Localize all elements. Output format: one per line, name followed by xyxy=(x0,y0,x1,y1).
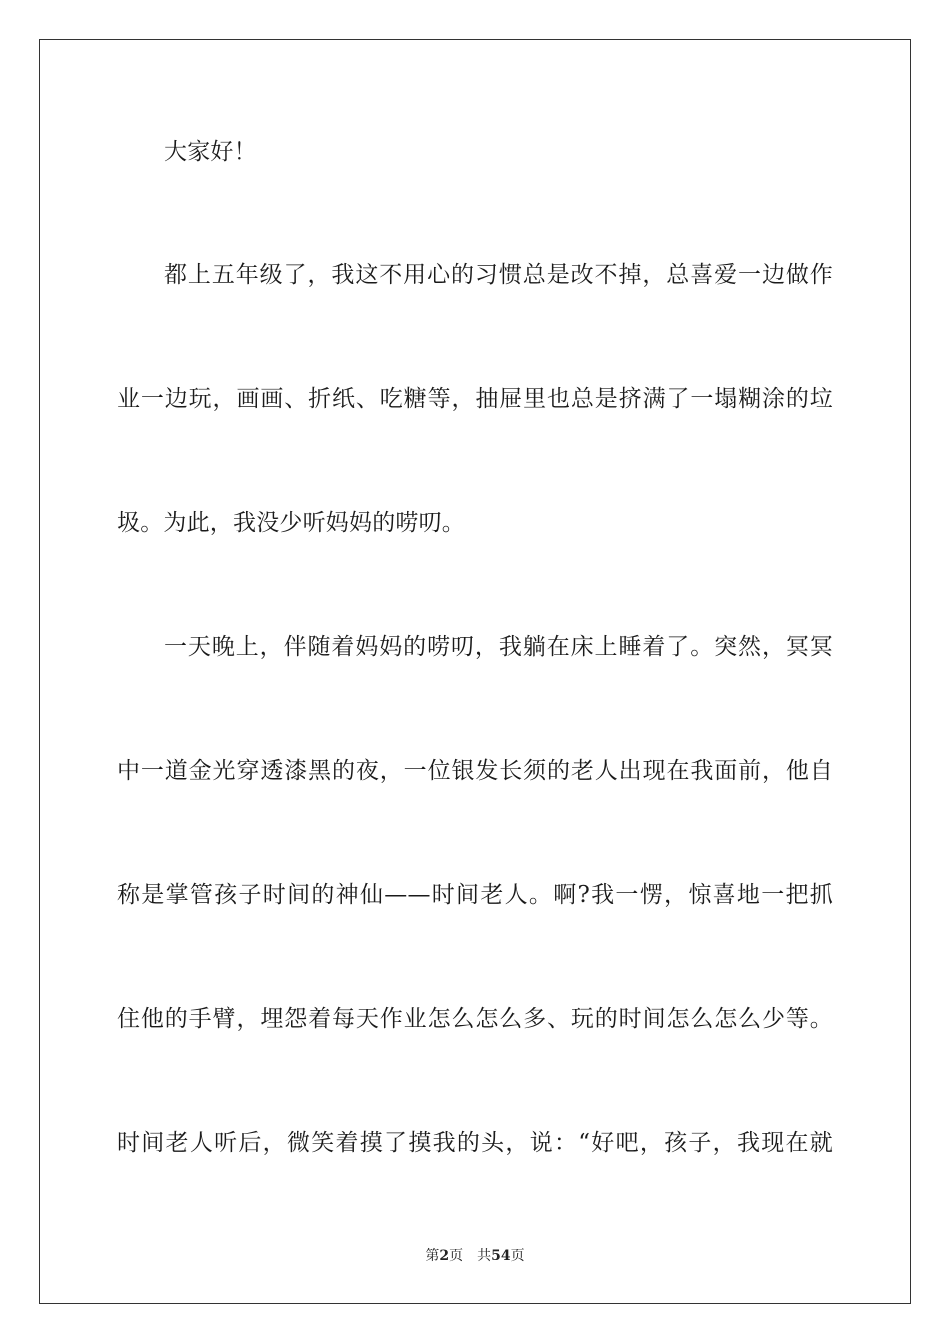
page-prefix: 第 xyxy=(425,1248,440,1264)
total-pages: 54 xyxy=(491,1248,511,1264)
text-line: 都上五年级了，我这不用心的习惯总是改不掉，总喜爱一边做作 xyxy=(164,262,833,288)
text-line: 圾。为此，我没少听妈妈的唠叨。 xyxy=(117,510,465,536)
text-line: 中一道金光穿透漆黑的夜，一位银发长须的老人出现在我面前，他自 xyxy=(117,758,833,784)
text-line: 住他的手臂，埋怨着每天作业怎么怎么多、玩的时间怎么怎么少等。 xyxy=(117,1006,833,1032)
total-suffix: 页 xyxy=(510,1248,525,1264)
text-line: 称是掌管孩子时间的神仙——时间老人。啊?我一愣，惊喜地一把抓 xyxy=(117,882,833,908)
page-suffix: 页 xyxy=(449,1248,464,1264)
text-line: 一天晚上，伴随着妈妈的唠叨，我躺在床上睡着了。突然，冥冥 xyxy=(164,634,833,660)
page-number: 2 xyxy=(439,1248,450,1264)
total-prefix: 共 xyxy=(477,1248,492,1264)
text-line: 时间老人听后，微笑着摸了摸我的头，说：“好吧，孩子，我现在就 xyxy=(117,1130,833,1156)
greeting-line: 大家好！ xyxy=(164,139,257,165)
page-border xyxy=(39,39,911,1304)
page-footer xyxy=(0,1247,950,1265)
text-line: 业一边玩，画画、折纸、吃糖等，抽屉里也总是挤满了一塌糊涂的垃 xyxy=(117,386,833,412)
